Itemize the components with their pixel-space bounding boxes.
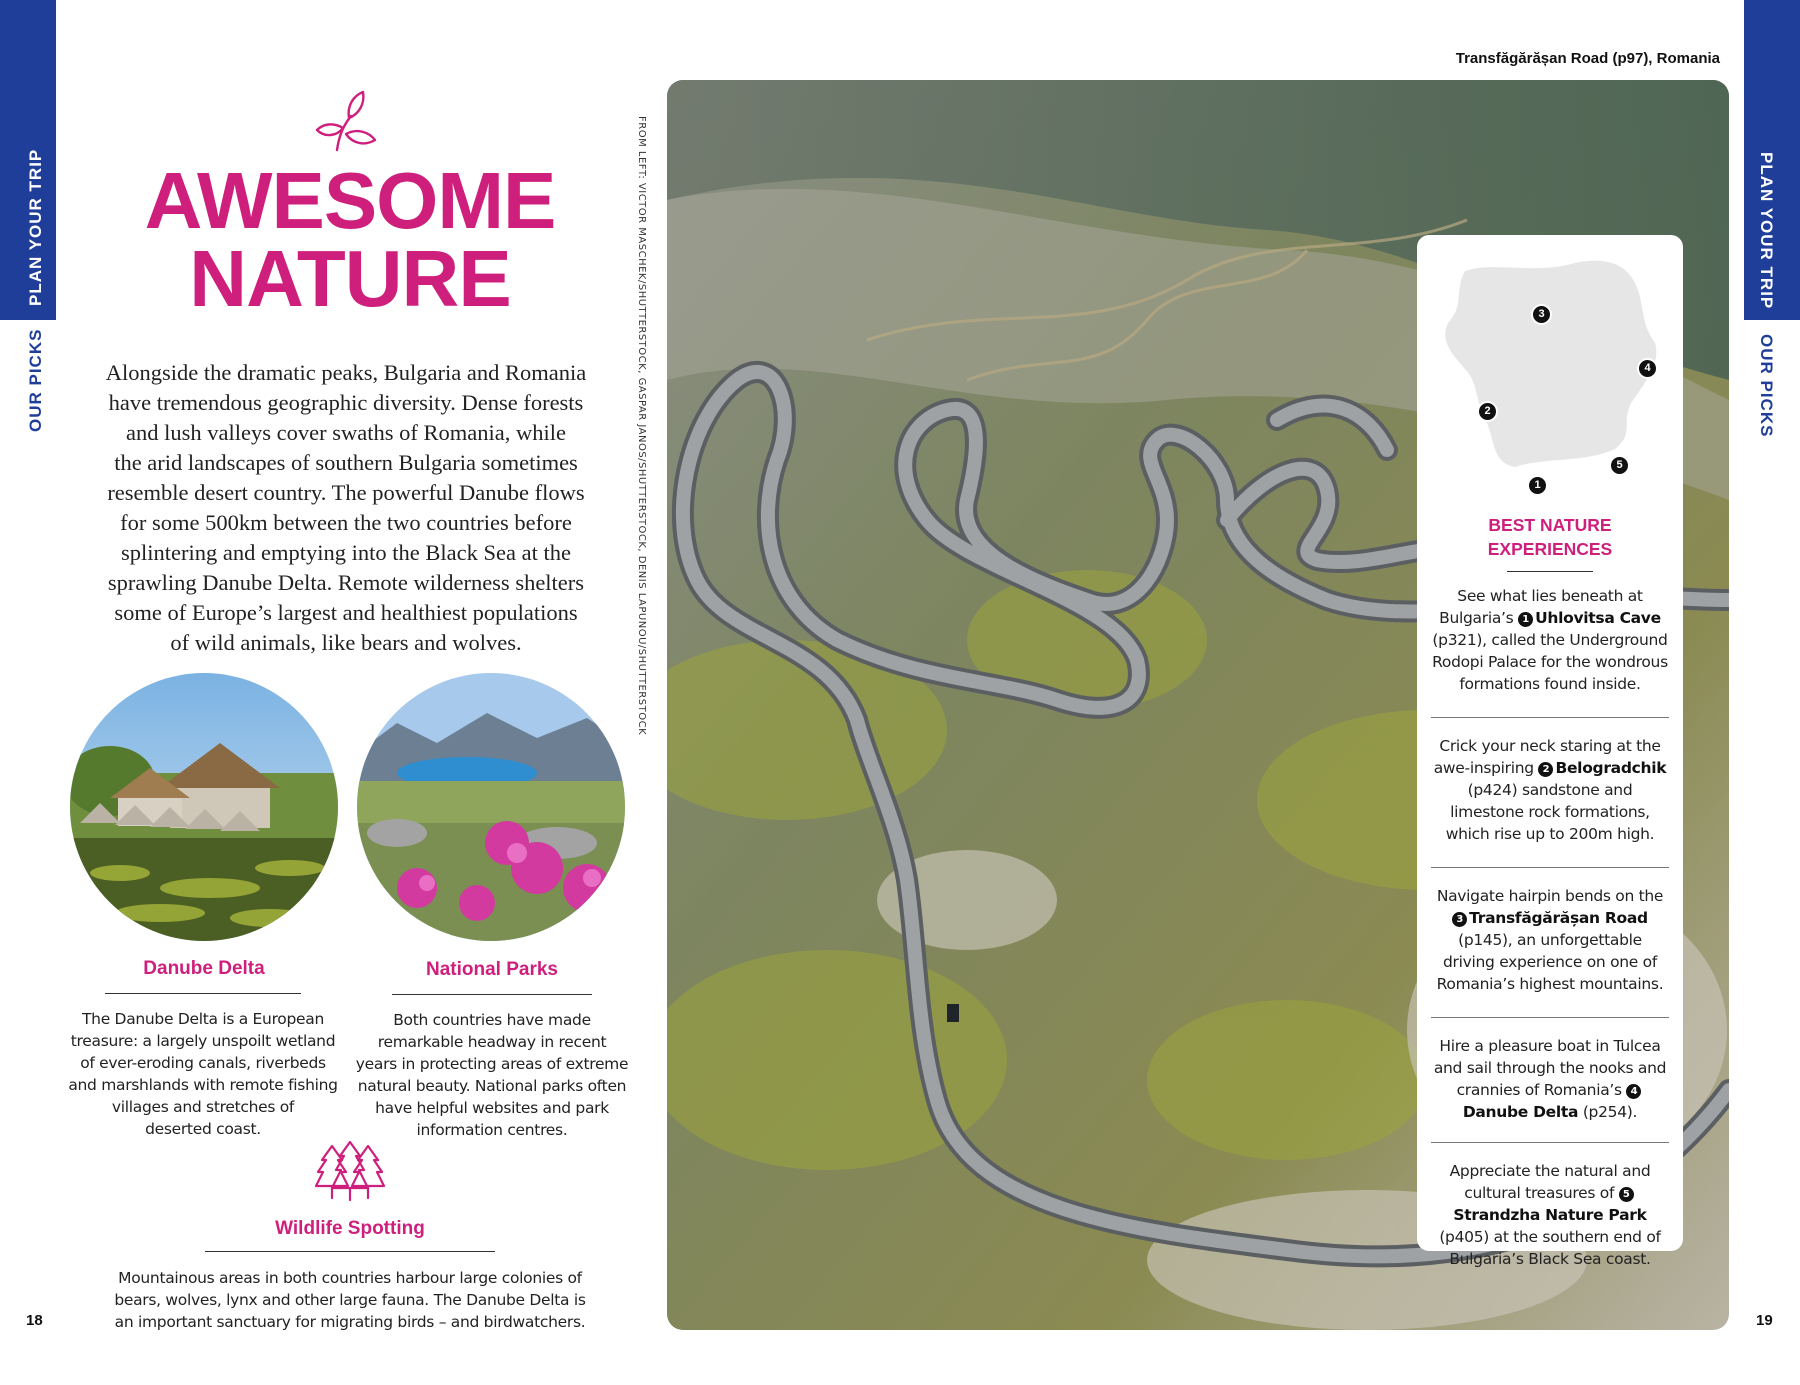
map-marker-4[interactable]: 4 (1637, 358, 1658, 379)
danube-delta-text (58, 1008, 348, 1140)
plan-your-trip-tab[interactable] (0, 0, 56, 320)
item-text: Hire a pleasure boat in Tulcea and sail through the nooks and crannies of Romania’s (1433, 1037, 1667, 1099)
divider (392, 994, 592, 995)
number-badge: 4 (1626, 1084, 1641, 1099)
item-text: (p321), called the Underground Rodopi Palace for the wondrous formations found inside. (1432, 631, 1668, 693)
plan-your-trip-label: PLAN YOUR TRIP (26, 148, 45, 306)
number-badge: 3 (1452, 912, 1467, 927)
divider (205, 1251, 495, 1252)
photo-credit: FROM LEFT: VICTOR MASCHEK/SHUTTERSTOCK, GASPAR JANOS/SHUTTERSTOCK, DENIS LAPUNOU/SHUTTERSTOCK (636, 116, 647, 736)
item-text: (p145), an unforgettable driving experience on one of Romania’s highest mountains. (1436, 931, 1664, 993)
page-title: AWESOME NATURE (144, 156, 556, 323)
our-picks-label-right: OUR PICKS (1757, 334, 1776, 438)
divider (105, 993, 301, 994)
text-line: deserted coast. (145, 1120, 261, 1138)
divider (1431, 867, 1669, 868)
national-parks-text (350, 1009, 634, 1141)
item-text: (p424) sandstone and limestone rock formations, which rise up to 200m high. (1445, 781, 1655, 843)
text-line: and lush valleys cover swaths of Romania, while (126, 420, 566, 445)
plan-your-trip-label-right: PLAN YOUR TRIP (1757, 152, 1776, 310)
text-line: have tremendous geographic diversity. Dense forests (108, 390, 584, 415)
text-line: remarkable headway in recent (377, 1033, 607, 1051)
text-line: of wild animals, like bears and wolves. (170, 630, 522, 655)
text-line: and marshlands with remote fishing (68, 1076, 338, 1094)
page-number-left: 18 (26, 1312, 43, 1329)
text-line: resemble desert country. The powerful Danube flows (107, 480, 585, 505)
map-marker-3[interactable]: 3 (1531, 304, 1552, 325)
text-line: bears, wolves, lynx and other large fauna. The Danube Delta is (114, 1291, 586, 1309)
card-heading: BEST NATURE EXPERIENCES (1487, 515, 1613, 559)
item-text: Crick your neck staring at the awe-inspiring (1433, 737, 1661, 777)
text-line: sprawling Danube Delta. Remote wilderness shelters (107, 570, 585, 595)
experience-item (1431, 1160, 1669, 1270)
plan-your-trip-tab-right[interactable] (1744, 0, 1800, 320)
text-line: Both countries have made (393, 1011, 591, 1029)
text-line: natural beauty. National parks often (357, 1077, 627, 1095)
danube-delta-heading: Danube Delta (143, 958, 265, 979)
place-name: Belogradchik (1555, 759, 1667, 777)
item-text: (p405) at the southern end of Bulgaria’s Black Sea coast. (1439, 1228, 1661, 1268)
best-nature-card (1417, 235, 1683, 1268)
danube-delta-photo (70, 673, 338, 941)
divider (1431, 1017, 1669, 1018)
place-name: Danube Delta (1462, 1103, 1579, 1121)
place-name: Transfăgărășan Road (1469, 909, 1648, 927)
our-picks-label: OUR PICKS (26, 328, 45, 432)
item-text: Navigate hairpin bends on the (1436, 887, 1664, 905)
car-icon (947, 1004, 959, 1022)
intro-paragraph (62, 358, 630, 658)
text-line: villages and stretches of (111, 1098, 295, 1116)
experience-item (1431, 1035, 1669, 1123)
divider (1431, 717, 1669, 718)
text-line: for some 500km between the two countries before (120, 510, 572, 535)
item-text: (p254). (1578, 1103, 1638, 1121)
number-badge: 1 (1518, 612, 1533, 627)
text-line: some of Europe’s largest and healthiest populations (114, 600, 578, 625)
number-badge: 2 (1538, 762, 1553, 777)
number-badge: 5 (1619, 1187, 1634, 1202)
text-line: The Danube Delta is a European (82, 1010, 324, 1028)
map-illustration (1435, 253, 1665, 473)
text-line: have helpful websites and park (375, 1099, 609, 1117)
item-text: See what lies beneath at Bulgaria’s (1439, 587, 1643, 627)
text-line: Mountainous areas in both countries harbour large colonies of (118, 1269, 582, 1287)
text-line: splintering and emptying into the Black Sea at the (121, 540, 571, 565)
place-name: Uhlovitsa Cave (1535, 609, 1661, 627)
experience-item (1431, 735, 1669, 845)
text-line: Alongside the dramatic peaks, Bulgaria and Romania (105, 360, 587, 385)
map-marker-1[interactable]: 1 (1527, 475, 1548, 496)
map-marker-2[interactable]: 2 (1477, 401, 1498, 422)
text-line: the arid landscapes of southern Bulgaria sometimes (114, 450, 578, 475)
trees-icon (314, 1140, 386, 1202)
national-parks-heading: National Parks (426, 959, 558, 980)
experience-item (1431, 885, 1669, 995)
map-marker-5[interactable]: 5 (1609, 455, 1630, 476)
page-number-right: 19 (1756, 1312, 1773, 1329)
left-page (0, 0, 660, 1385)
divider (1507, 571, 1593, 572)
wildlife-spotting-heading: Wildlife Spotting (275, 1218, 425, 1239)
place-name: Strandzha Nature Park (1453, 1206, 1647, 1224)
text-line: years in protecting areas of extreme (355, 1055, 629, 1073)
leaves-icon (313, 88, 379, 154)
wildlife-spotting-text (90, 1267, 610, 1333)
national-parks-photo (357, 673, 625, 941)
text-line: information centres. (416, 1121, 568, 1139)
text-line: an important sanctuary for migrating birds – and birdwatchers. (114, 1313, 586, 1331)
experience-item (1431, 585, 1669, 695)
text-line: treasure: a largely unspoilt wetland (70, 1032, 336, 1050)
text-line: of ever-eroding canals, riverbeds (80, 1054, 326, 1072)
photo-caption: Transfăgărășan Road (p97), Romania (1455, 50, 1720, 67)
divider (1431, 1142, 1669, 1143)
item-text: Appreciate the natural and cultural treasures of (1449, 1162, 1651, 1202)
